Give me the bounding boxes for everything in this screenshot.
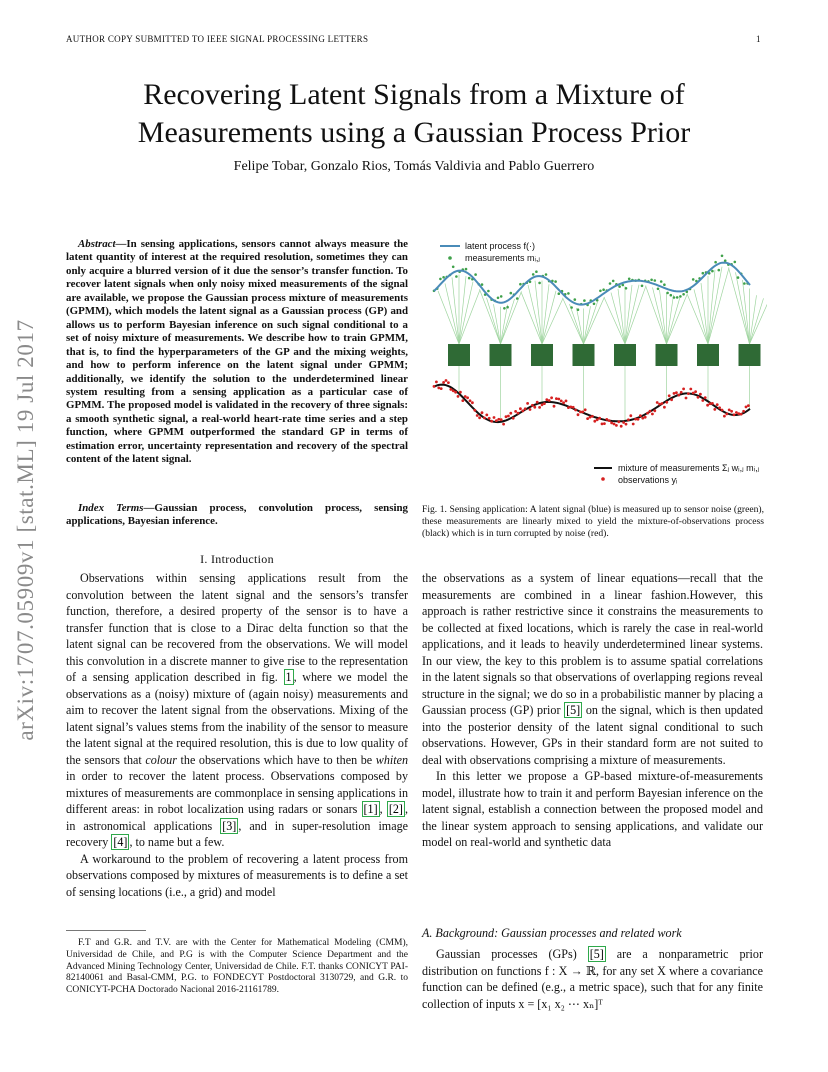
- measurement-point: [609, 282, 612, 285]
- observation-point: [469, 399, 472, 402]
- observation-point: [629, 414, 632, 417]
- legend-mixture-label: mixture of measurements Σⱼ wᵢ,ⱼ mᵢ,ⱼ: [618, 463, 760, 473]
- observation-point: [536, 401, 539, 404]
- observation-point: [687, 392, 690, 395]
- observation-point: [593, 420, 596, 423]
- mixing-line: [729, 267, 750, 344]
- measurement-point: [628, 278, 631, 281]
- text-run: Observations within sensing applications result from the convolution between the latent signal and the sensors’s transfer function, therefore, a desired property of the sensor is to have a transfer function that is close to a Dirac delta function so that the latent signal can be recovered from the observations. We will model this convolution in a discrete manner to give rise to the representation of a sensing application described in fig.: [66, 571, 408, 684]
- observation-point: [433, 385, 436, 388]
- observation-point: [637, 418, 640, 421]
- footnote-divider: [66, 930, 146, 931]
- mixing-line: [750, 298, 764, 344]
- observation-point: [505, 415, 508, 418]
- index-terms-label: Index Terms: [78, 502, 144, 514]
- observation-point: [725, 413, 728, 416]
- observation-point: [454, 391, 457, 394]
- observation-point: [615, 424, 618, 427]
- observation-point: [517, 412, 520, 415]
- measurement-point: [676, 296, 679, 299]
- text-run: ,: [379, 802, 387, 816]
- observation-point: [728, 409, 731, 412]
- mixing-line: [577, 308, 584, 344]
- observation-point: [471, 401, 474, 404]
- measurement-point: [660, 280, 663, 283]
- observation-point: [632, 423, 635, 426]
- observation-point: [442, 381, 445, 384]
- observation-point: [634, 418, 637, 421]
- measurement-point: [545, 273, 548, 276]
- text-run: , where we model the observations as a (noisy) mixture of (again noisy) measurements and aim to recover the latent signal from the observations. Mixing of the latent signal’s values stems from the inability of the sensor to measure the latent signal at the required resolution, this is due to low quality of the sensors that: [66, 670, 409, 767]
- index-terms-text: —Gaussian process, convolution process, sensing applications, Bayesian inference.: [66, 502, 408, 528]
- running-header: AUTHOR COPY SUBMITTED TO IEEE SIGNAL PROCESSING LETTERS: [66, 34, 369, 44]
- observation-point: [481, 411, 484, 414]
- observation-point: [584, 408, 587, 411]
- observation-point: [598, 417, 601, 420]
- mixing-line: [667, 295, 674, 344]
- observation-point: [627, 418, 630, 421]
- observation-point: [603, 422, 606, 425]
- observation-point: [562, 401, 565, 404]
- mixing-line: [570, 304, 584, 344]
- observation-point: [574, 409, 577, 412]
- measurement-point: [465, 268, 468, 271]
- legend-latent-label: latent process f(·): [465, 241, 536, 251]
- observation-point: [742, 410, 745, 413]
- legend-observation-swatch: [601, 477, 605, 481]
- observation-point: [531, 404, 534, 407]
- observation-point: [658, 403, 661, 406]
- background-text: [422, 946, 763, 1012]
- observation-point: [639, 414, 642, 417]
- measurement-point: [442, 276, 445, 279]
- observation-point: [601, 423, 604, 426]
- measurement-point: [558, 292, 561, 295]
- measurement-point: [510, 292, 513, 295]
- observation-point: [745, 406, 748, 409]
- measurement-point: [654, 279, 657, 282]
- measurement-point: [583, 299, 586, 302]
- measurement-point: [618, 285, 621, 288]
- mixing-line: [667, 294, 688, 344]
- text-run: Gaussian processes (GPs): [436, 947, 588, 961]
- observation-point: [521, 410, 524, 413]
- observation-point: [694, 390, 697, 393]
- citation-3-link[interactable]: [3]: [222, 818, 237, 833]
- right-paragraph-2: In this letter we propose a GP-based mixture-of-measurements model, illustrate how to train it and perform Bayesian inference on the latent signal, establish a connection between the proposed model and the linear system approach to sensing applications, and validate our model on real-world and synthetic data: [422, 769, 763, 849]
- observation-point: [445, 379, 448, 382]
- intro-paragraph-1: [66, 570, 408, 851]
- measurement-point: [577, 308, 580, 311]
- mixing-line: [542, 284, 549, 344]
- legend-measurement-swatch: [448, 256, 452, 260]
- measurement-point: [452, 266, 455, 269]
- observation-point: [718, 406, 721, 409]
- observation-point: [608, 419, 611, 422]
- observation-point: [620, 425, 623, 428]
- observation-point: [711, 402, 714, 405]
- title-line-1: Recovering Latent Signals from a Mixture of: [143, 78, 685, 111]
- measurement-point: [519, 283, 522, 286]
- measurement-point: [439, 278, 442, 281]
- sensor-block: [656, 344, 678, 366]
- mixing-line: [646, 286, 667, 344]
- measurement-point: [711, 270, 714, 273]
- observation-point: [723, 415, 726, 418]
- observation-point: [457, 395, 460, 398]
- observation-point: [502, 423, 505, 426]
- observation-point: [514, 410, 517, 413]
- observation-point: [557, 398, 560, 401]
- observation-point: [541, 403, 544, 406]
- mixing-line: [750, 297, 768, 344]
- citation-5-link[interactable]: [5]: [566, 703, 581, 717]
- abstract-text: —In sensing applications, sensors cannot always measure the latent quantity of interest at the required resolution, sometimes they can only acquire a blurred version of it due the sensor’s transfer function. To recover latent signals when only noisy mixed measurements of the signal are available, we propose the Gaussian process mixture of measurements (GPMM), which models the latent signal as a Gaussian process (GP) and allows us to perform Bayesian inference on such signal conditional to a set of noisy mixture of measurements. We describe how to train GPMM, that is, to find the hyperparameters of the GP and the mixing weights, and how to perform inference on the latent signal under GPMM; additionally, we identify the solution to the underdetermined linear system resulting from a sensing application as a particular case of GPMM. The proposed model is validated in the recovery of three signals: a smooth synthetic signal, a real-world heart-rate time series and a step function, where GPMM outperformed the standard GP in terms of estimation error, uncertainty representation and recovery of the spectral content of the latent signal.: [66, 238, 408, 466]
- measurement-point: [734, 261, 737, 264]
- measurement-point: [574, 298, 577, 301]
- observation-point: [677, 394, 680, 397]
- text-run: , and in super-resolution image recovery: [66, 818, 408, 849]
- subsection-heading-background: A. Background: Gaussian processes and related work: [422, 926, 682, 940]
- observation-point: [538, 406, 541, 409]
- observation-point: [651, 413, 654, 416]
- observation-point: [524, 407, 527, 410]
- observation-point: [519, 407, 522, 410]
- page-number: 1: [756, 34, 761, 44]
- mixing-line: [667, 295, 681, 344]
- observation-point: [682, 388, 685, 391]
- observation-point: [641, 417, 644, 420]
- sensor-block: [573, 344, 595, 366]
- measurement-point: [602, 288, 605, 291]
- observation-point: [680, 391, 683, 394]
- observation-point: [697, 396, 700, 399]
- observation-point: [555, 397, 558, 400]
- observation-point: [493, 416, 496, 419]
- measurement-point: [657, 288, 660, 291]
- measurement-point: [702, 272, 705, 275]
- measurement-point: [468, 277, 471, 280]
- observation-point: [548, 399, 551, 402]
- observation-point: [466, 396, 469, 399]
- observation-point: [512, 417, 515, 420]
- observation-point: [543, 402, 546, 405]
- observation-point: [447, 381, 450, 384]
- measurement-point: [625, 287, 628, 290]
- measurement-point: [724, 259, 727, 262]
- figure-1-link[interactable]: 1: [285, 670, 292, 684]
- mixing-line: [452, 277, 459, 344]
- observation-point: [747, 404, 750, 407]
- text-run: on the signal, which is then updated into the posterior density of the latent signal conditional to such observations. However, GPs in their standard form are not suited to deal with observations comprising a mixture of measurements.: [422, 703, 763, 767]
- measurement-point: [714, 261, 717, 264]
- observation-point: [565, 400, 568, 403]
- observation-point: [577, 413, 580, 416]
- mixing-line: [694, 289, 708, 344]
- figure-1: [422, 232, 767, 494]
- intro-paragraph-2: A workaround to the problem of recovering a latent process from observations composed by mixtures of measurements is to define a set of sensing locations (i.e., a grid) and model: [66, 851, 408, 899]
- observation-point: [560, 400, 563, 403]
- observation-point: [613, 423, 616, 426]
- legend-measurement-label: measurements mᵢ,ⱼ: [465, 253, 541, 263]
- text-run: the observations which have to then be: [176, 752, 376, 767]
- legend-observation-label: observations yᵢ: [618, 475, 678, 485]
- observation-point: [617, 420, 620, 423]
- measurement-point: [666, 292, 669, 295]
- measurement-point: [535, 270, 538, 273]
- observation-point: [665, 401, 668, 404]
- observation-point: [721, 409, 724, 412]
- measurement-point: [721, 255, 724, 258]
- observation-point: [701, 399, 704, 402]
- observation-point: [673, 392, 676, 395]
- measurement-point: [570, 306, 573, 309]
- measurement-point: [682, 293, 685, 296]
- observation-point: [476, 414, 479, 417]
- observation-point: [644, 416, 647, 419]
- citation-1-link[interactable]: [1]: [363, 802, 378, 816]
- observation-point: [461, 399, 464, 402]
- abstract: [66, 238, 408, 467]
- observation-point: [733, 413, 736, 416]
- citation-2-link[interactable]: [2]: [388, 802, 403, 816]
- observation-point: [625, 423, 628, 426]
- observation-point: [473, 409, 476, 412]
- sensor-block: [739, 344, 761, 366]
- citation-4-link[interactable]: [4]: [113, 835, 128, 849]
- sensor-blocks: [448, 344, 761, 366]
- observation-point: [459, 391, 462, 394]
- observation-point: [605, 418, 608, 421]
- mixing-line: [708, 267, 722, 344]
- observation-point: [437, 387, 440, 390]
- observation-point: [569, 406, 572, 409]
- observation-point: [670, 398, 673, 401]
- text-run: are a nonparametric prior distribution on functions f : X → ℝ, for any set X where a covariance function can be defined (e.g., a metric space), such that for any finite collection of inputs x = [x₁ x₂ ⋯ xₙ]ᵀ: [422, 947, 763, 1011]
- index-terms: [66, 502, 408, 529]
- observation-point: [596, 418, 599, 421]
- observation-point: [529, 408, 532, 411]
- measurement-point: [567, 292, 570, 295]
- measurement-point: [497, 297, 500, 300]
- observation-point: [737, 412, 740, 415]
- observation-point: [730, 410, 733, 413]
- observation-point: [591, 415, 594, 418]
- observation-point: [663, 406, 666, 409]
- observation-point: [488, 417, 491, 420]
- measurement-point: [500, 295, 503, 298]
- measurement-point: [593, 303, 596, 306]
- observation-point: [735, 411, 738, 414]
- measurement-point: [532, 273, 535, 276]
- measurement-point: [743, 282, 746, 285]
- right-paragraph-1: [422, 570, 763, 768]
- observation-point: [622, 421, 625, 424]
- observation-point: [706, 404, 709, 407]
- emphasis-colour: colour: [145, 752, 177, 767]
- observation-point: [713, 408, 716, 411]
- measurement-point: [506, 306, 509, 309]
- observation-point: [586, 417, 589, 420]
- observation-point: [649, 410, 652, 413]
- observation-point: [661, 402, 664, 405]
- measurement-point: [516, 297, 519, 300]
- left-column-body: [66, 570, 408, 900]
- observation-point: [449, 388, 452, 391]
- text-run: in order to recover the latent process. Observations composed by mixtures of measurements are commonplace in sensing applications in different areas: in robot localization using radars or sonars: [66, 769, 408, 816]
- observation-point: [579, 411, 582, 414]
- measurement-point: [737, 276, 740, 279]
- observation-point: [550, 396, 553, 399]
- measurement-point: [679, 295, 682, 298]
- measurement-point: [718, 269, 721, 272]
- sensor-block: [531, 344, 553, 366]
- observation-point: [716, 403, 719, 406]
- observation-point: [490, 420, 493, 423]
- text-run: , to name but a few.: [129, 835, 225, 849]
- observation-point: [709, 402, 712, 405]
- observation-point: [675, 391, 678, 394]
- observation-point: [589, 416, 592, 419]
- observation-point: [483, 417, 486, 420]
- measurement-point: [503, 307, 506, 310]
- observation-point: [610, 422, 613, 425]
- observation-point: [545, 398, 548, 401]
- affiliation-footnote: F.T and G.R. and T.V. are with the Center for Mathematical Modeling (CMM), Universidad de Chile, and P.G is with the Computer Science Department and the Advanced Mining Technology Center, Universidad de Chile. F.T. thanks CONICYT PAI-82140061 and Basal-CMM, P.G. to FONDECYT Postdoctoral 3130729, and G.R. to CONICYT-PCHA Doctorado Nacional 2016-21161789.: [66, 938, 408, 996]
- observation-point: [485, 414, 488, 417]
- text-run: the observations as a system of linear equations—recall that the measurements are combined in a linear fashion.However, this approach is rather restrictive since it constrains the measurements to be collected at fixed locations, which is rarely the case in real-world applications, and it leads to heavily underdetermined linear systems. In our view, the key to this problem is to assume spatial correlations in the latent signals so that observations of overlapping regions reveal structure in the signal; we do so in a probabilistic manner by placing a Gaussian process (GP) prior: [422, 571, 763, 717]
- observation-point: [497, 418, 500, 421]
- mixing-line: [708, 270, 715, 344]
- observation-point: [699, 393, 702, 396]
- observation-point: [478, 416, 481, 419]
- citation-5b-link[interactable]: [5]: [589, 947, 604, 961]
- arxiv-stamp: [4, 290, 48, 770]
- observation-point: [689, 388, 692, 391]
- measurement-point: [455, 275, 458, 278]
- mixing-line: [708, 268, 729, 344]
- mixing-line: [584, 302, 598, 344]
- observation-point: [656, 401, 659, 404]
- observation-point: [668, 394, 671, 397]
- observation-point: [704, 396, 707, 399]
- observation-point: [464, 395, 467, 398]
- mixing-line: [653, 287, 667, 344]
- emphasis-whiten: whiten: [375, 752, 409, 767]
- sensor-block: [490, 344, 512, 366]
- measurement-point: [474, 273, 477, 276]
- sensor-block: [614, 344, 636, 366]
- measurement-point: [487, 290, 490, 293]
- measurement-point: [673, 296, 676, 299]
- observation-point: [533, 406, 536, 409]
- observation-point: [553, 405, 556, 408]
- observation-points: [433, 379, 750, 428]
- title-line-2: Measurements using a Gaussian Process Prior: [137, 116, 691, 149]
- arxiv-stamp-text: arXiv:1707.05909v1 [stat.ML] 19 Jul 2017: [13, 319, 38, 741]
- measurement-point: [641, 285, 644, 288]
- measurement-point: [692, 278, 695, 281]
- abstract-label: Abstract: [78, 238, 116, 250]
- measurement-point: [663, 283, 666, 286]
- sensor-block: [697, 344, 719, 366]
- figure-1-caption: Fig. 1. Sensing application: A latent signal (blue) is measured up to sensor noise (green), these measurements are linearly mixed to yield the mixture-of-observations process (black) which is in turn corrupted by noise (red).: [422, 504, 764, 540]
- mixing-line: [459, 276, 466, 344]
- sensor-block: [448, 344, 470, 366]
- observation-point: [526, 402, 529, 405]
- observation-point: [740, 413, 743, 416]
- observation-point: [500, 418, 503, 421]
- observation-point: [567, 406, 570, 409]
- observation-point: [685, 397, 688, 400]
- measurement-point: [538, 282, 541, 285]
- measurement-point: [670, 294, 673, 297]
- observation-point: [572, 406, 575, 409]
- author-list: Felipe Tobar, Gonzalo Rios, Tomás Valdivia and Pablo Guerrero: [233, 159, 595, 174]
- paper-title: [40, 76, 788, 152]
- observation-point: [452, 389, 455, 392]
- observation-point: [495, 419, 498, 422]
- measurement-point: [554, 280, 557, 283]
- observation-point: [692, 392, 695, 395]
- observation-point: [509, 412, 512, 415]
- observation-point: [440, 387, 443, 390]
- text-run: , in astronomical applications: [66, 802, 408, 833]
- observation-point: [653, 409, 656, 412]
- mixing-line: [660, 290, 667, 344]
- observation-point: [507, 415, 510, 418]
- right-column-body: [422, 570, 763, 851]
- measurement-point: [599, 290, 602, 293]
- observation-point: [435, 381, 438, 384]
- section-heading-introduction: I. Introduction: [200, 552, 274, 566]
- mixing-line: [625, 285, 639, 344]
- measurement-point: [650, 279, 653, 282]
- measurement-point: [481, 283, 484, 286]
- observation-point: [581, 411, 584, 414]
- background-paragraph: [422, 946, 763, 1012]
- observation-point: [646, 412, 649, 415]
- measurement-point: [612, 280, 615, 283]
